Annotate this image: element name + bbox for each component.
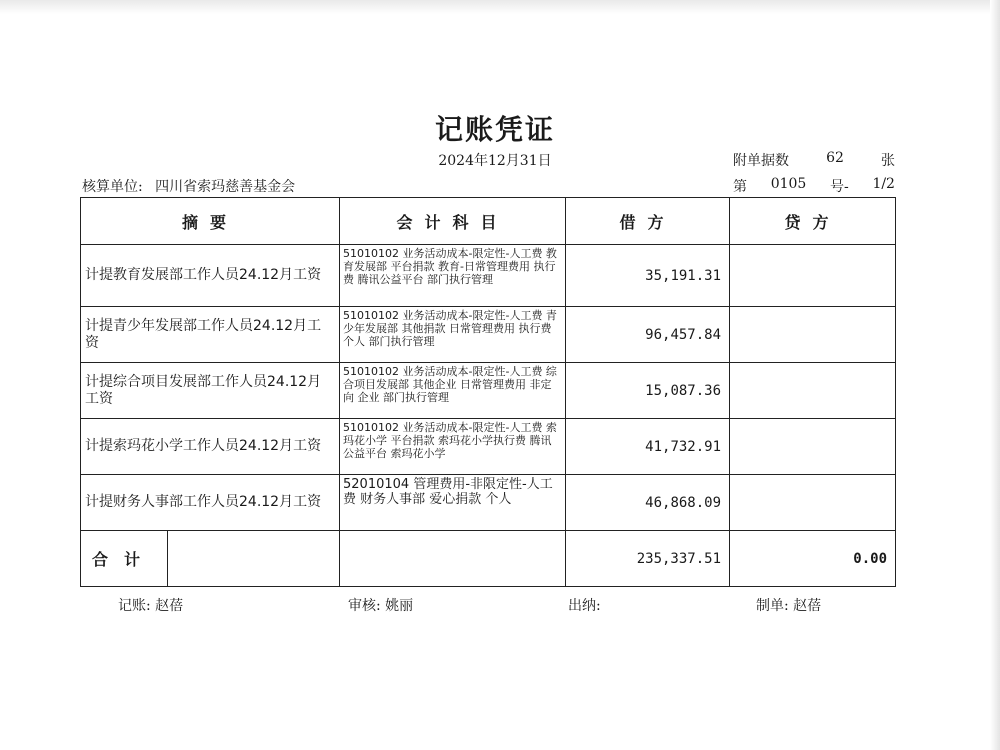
voucher-suffix: 号-	[830, 179, 849, 195]
row-debit: 96,457.84	[566, 307, 730, 363]
voucher-page: 1/2	[872, 176, 895, 192]
row-account: 51010102 业务活动成本-限定性-人工费 综合项目发展部 其他企业 日常管理费用 非定向 企业 部门执行管理	[340, 363, 566, 419]
row-summary: 计提索玛花小学工作人员24.12月工资	[81, 419, 340, 475]
header-debit: 借方	[566, 198, 730, 245]
footer-cashier: 出纳:	[568, 598, 601, 614]
row-credit	[730, 419, 896, 475]
row-debit: 46,868.09	[566, 475, 730, 531]
header-credit: 贷方	[730, 198, 896, 245]
total-debit: 235,337.51	[566, 531, 730, 587]
row-account: 51010102 业务活动成本-限定性-人工费 教育发展部 平台捐款 教育-日常管理费用 执行费 腾讯公益平台 部门执行管理	[340, 245, 566, 307]
table-row	[81, 363, 896, 419]
table-header-row	[81, 198, 896, 245]
header-account: 会计科目	[340, 198, 566, 245]
total-blank-account	[340, 531, 566, 587]
row-summary: 计提财务人事部工作人员24.12月工资	[81, 475, 340, 531]
attachments-info	[733, 150, 895, 170]
table-row	[81, 307, 896, 363]
voucher-number	[733, 176, 895, 196]
total-row	[81, 531, 896, 587]
scan-edge-right	[990, 0, 1000, 750]
footer-bookkeeper: 记账: 赵蓓	[118, 598, 184, 614]
total-label: 合计	[81, 531, 168, 587]
row-credit	[730, 475, 896, 531]
row-credit	[730, 307, 896, 363]
voucher-prefix: 第	[733, 179, 747, 195]
footer-preparer: 制单: 赵蓓	[756, 598, 822, 614]
row-debit: 41,732.91	[566, 419, 730, 475]
voucher-date: 2024年12月31日	[438, 153, 552, 169]
row-summary: 计提教育发展部工作人员24.12月工资	[81, 245, 340, 307]
table-row	[81, 475, 896, 531]
total-blank-summary	[168, 531, 340, 587]
row-debit: 15,087.36	[566, 363, 730, 419]
total-credit: 0.00	[730, 531, 896, 587]
footer-auditor: 审核: 姚丽	[348, 598, 414, 614]
row-account: 51010102 业务活动成本-限定性-人工费 索玛花小学 平台捐款 索玛花小学执行费 腾讯公益平台 索玛花小学	[340, 419, 566, 475]
accounting-unit	[82, 176, 295, 196]
row-debit: 35,191.31	[566, 245, 730, 307]
voucher-title: 记账凭证	[434, 113, 555, 146]
unit-label: 核算单位:	[82, 179, 143, 195]
row-summary: 计提综合项目发展部工作人员24.12月工资	[81, 363, 340, 419]
row-credit	[730, 363, 896, 419]
row-summary: 计提青少年发展部工作人员24.12月工资	[81, 307, 340, 363]
header-summary: 摘要	[81, 198, 340, 245]
row-credit	[730, 245, 896, 307]
row-account: 52010104 管理费用-非限定性-人工费 财务人事部 爱心捐款 个人	[340, 475, 566, 531]
attachments-label: 附单据数	[733, 153, 789, 169]
attachments-unit: 张	[880, 153, 895, 169]
scan-edge-top	[0, 0, 1000, 14]
table-row	[81, 245, 896, 307]
voucher-table	[80, 197, 896, 587]
unit-name: 四川省索玛慈善基金会	[155, 179, 296, 195]
row-account: 51010102 业务活动成本-限定性-人工费 青少年发展部 其他捐款 日常管理费用 执行费 个人 部门执行管理	[340, 307, 566, 363]
attachments-count: 62	[826, 150, 844, 166]
voucher-no-value: 0105	[770, 176, 807, 192]
table-row	[81, 419, 896, 475]
